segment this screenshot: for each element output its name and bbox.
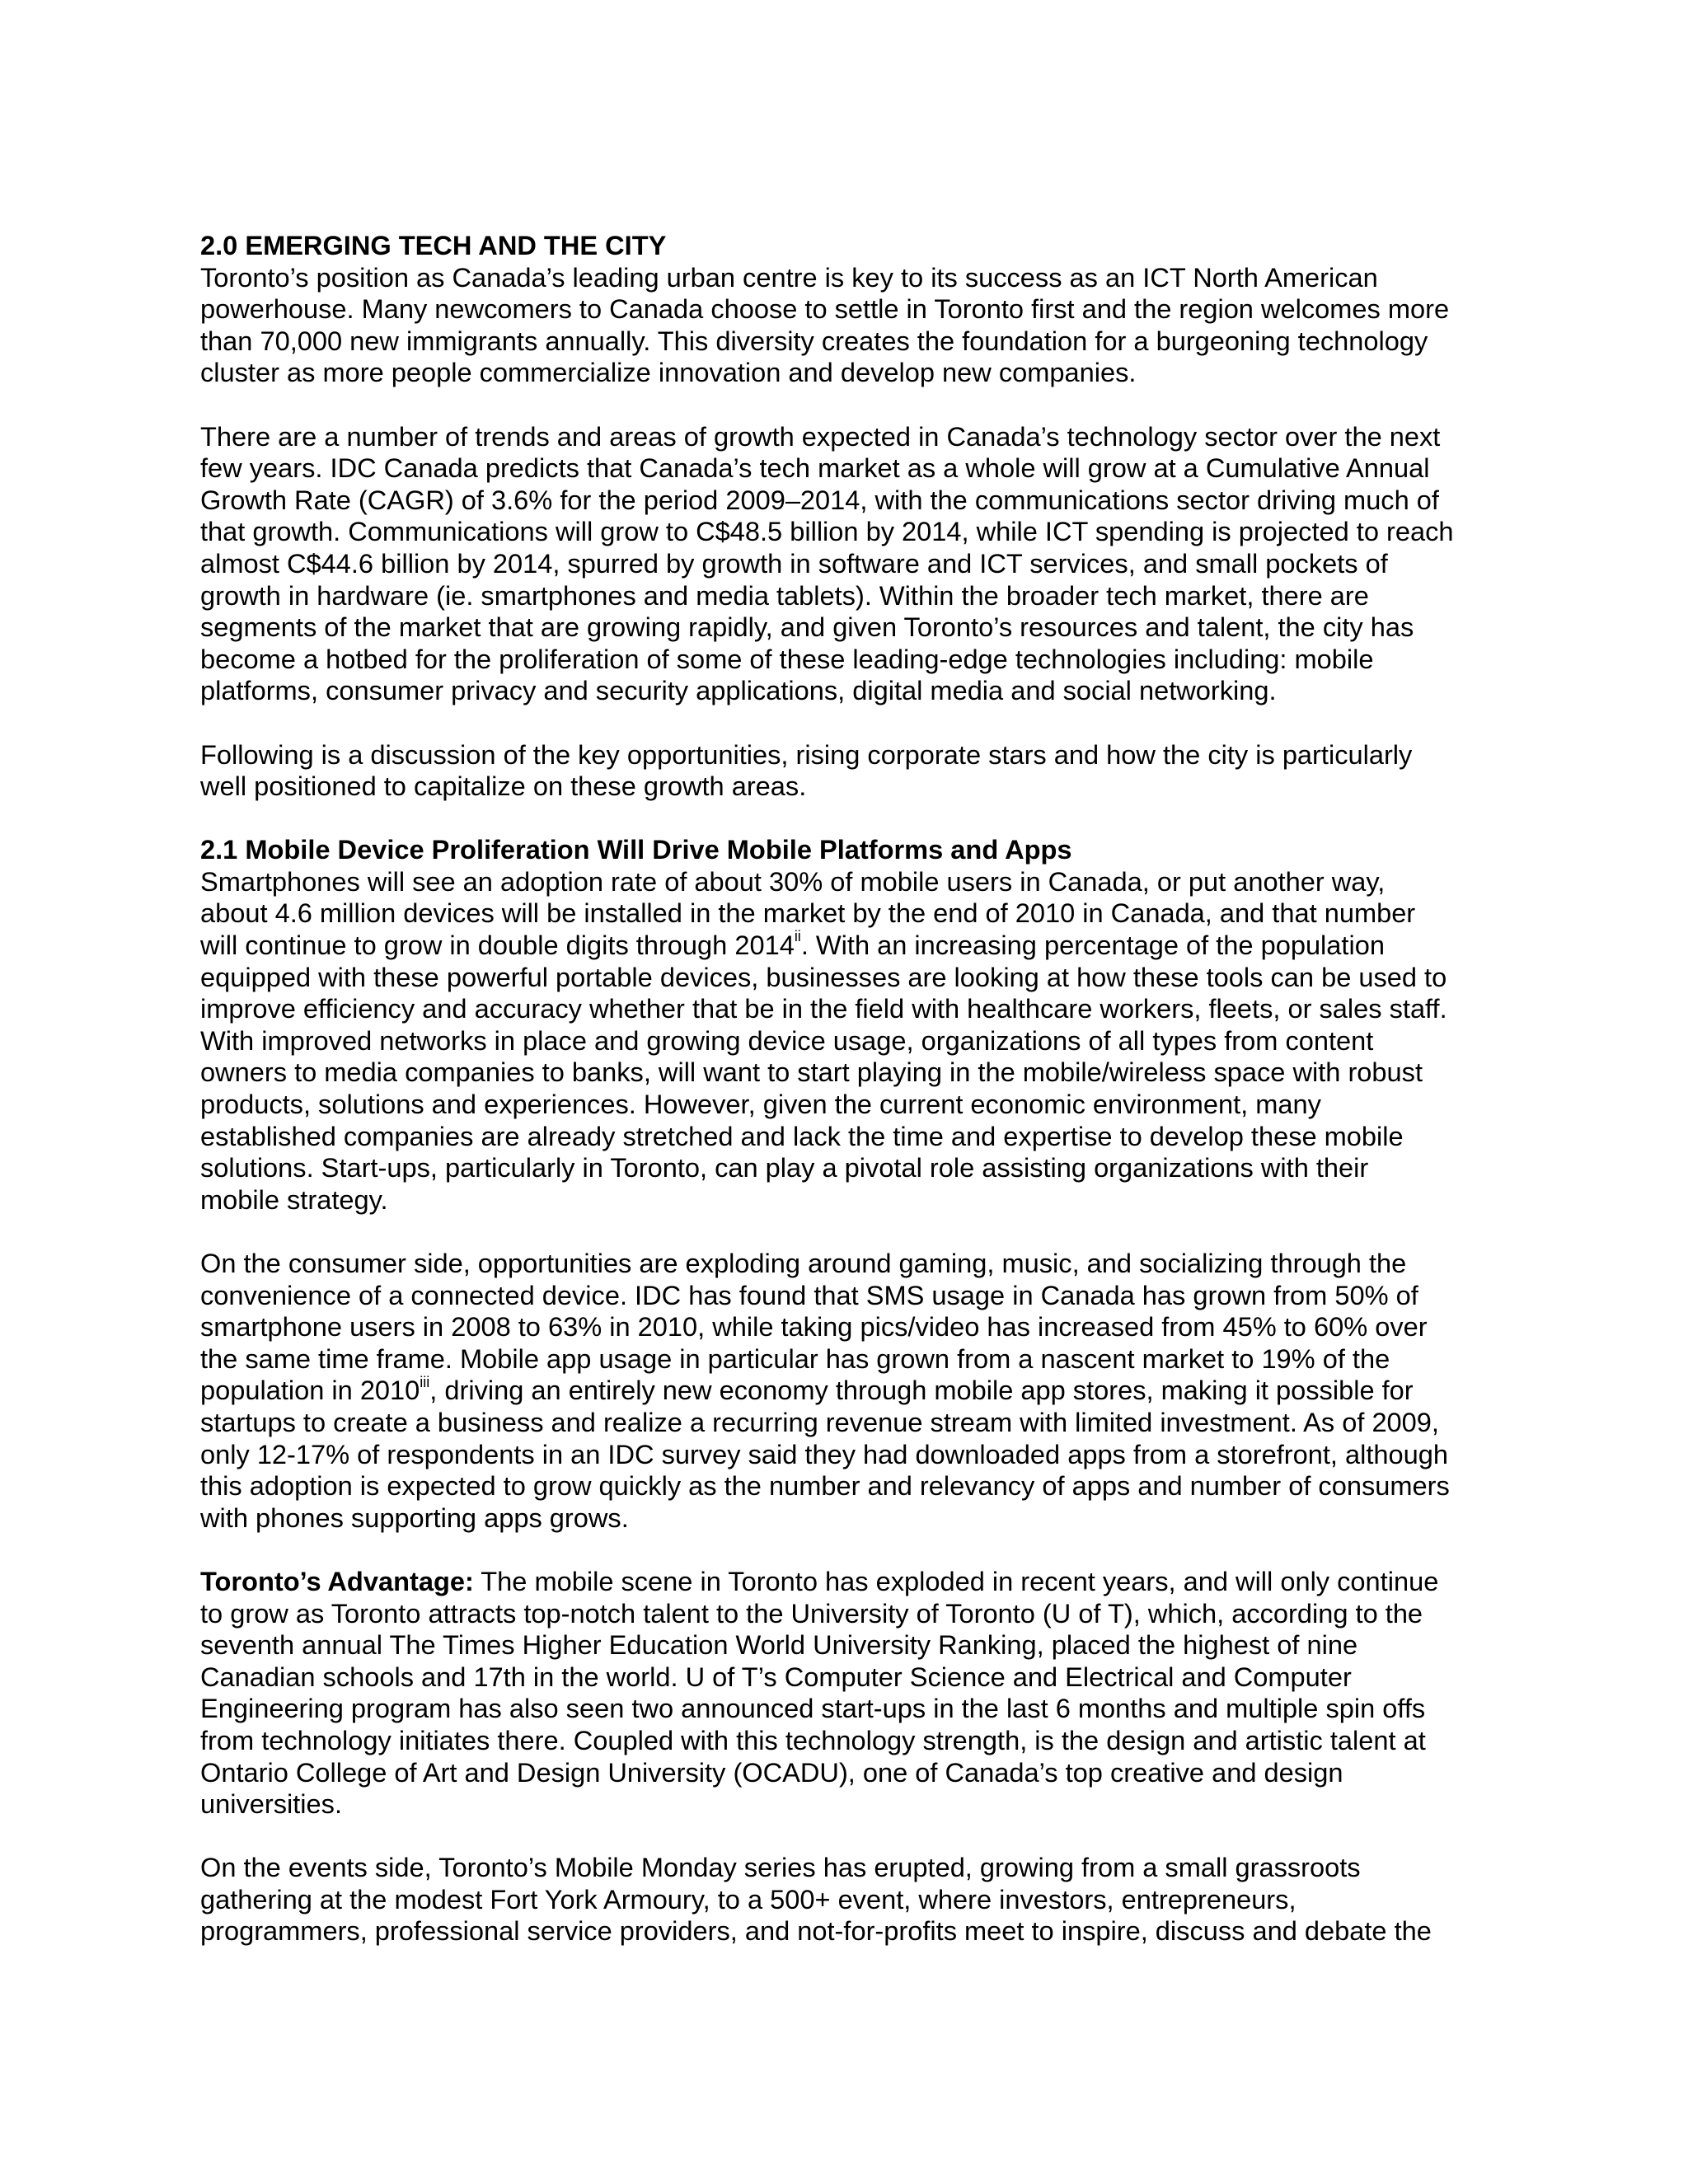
- paragraph-intro: [200, 262, 1503, 389]
- text-span: will continue to grow in double digits through 2014: [200, 930, 795, 961]
- text-line: solutions. Start-ups, particularly in Toronto, can play a pivotal role assisting organizations with their: [200, 1152, 1369, 1183]
- text-line: powerhouse. Many newcomers to Canada choose to settle in Toronto first and the region welcomes more: [200, 293, 1450, 325]
- text-line: On the consumer side, opportunities are exploding around gaming, music, and socializing through the: [200, 1248, 1407, 1278]
- text-line: to grow as Toronto attracts top-notch talent to the University of Toronto (U of T), which, according to the: [200, 1597, 1423, 1629]
- paragraph-gap: [200, 1534, 1503, 1566]
- text-line: Smartphones will see an adoption rate of about 30% of mobile users in Canada, or put another way,: [200, 865, 1386, 897]
- paragraph-gap: [200, 1216, 1503, 1248]
- footnote-ref: ii: [794, 928, 801, 945]
- text-span: The mobile scene in Toronto has exploded in recent years, and will only continue: [473, 1565, 1439, 1596]
- text-line: few years. IDC Canada predicts that Canada’s tech market as a whole will grow at a Cumulative Annual: [200, 452, 1430, 484]
- text-line: gathering at the modest Fort York Armoury, to a 500+ event, where investors, entrepreneurs,: [200, 1883, 1296, 1915]
- text-line: platforms, consumer privacy and security applications, digital media and social networking.: [200, 675, 1277, 706]
- section-heading-2-0: 2.0 EMERGING TECH AND THE CITY: [200, 230, 667, 260]
- text-line: [200, 1566, 1503, 1598]
- text-line: established companies are already stretched and lack the time and expertise to develop these mobile: [200, 1120, 1404, 1151]
- text-line: with phones supporting apps grows.: [200, 1502, 629, 1533]
- text-line: owners to media companies to banks, will want to start playing in the mobile/wireless space with robust: [200, 1057, 1423, 1088]
- text-line: There are a number of trends and areas of growth expected in Canada’s technology sector over the next: [200, 420, 1441, 452]
- text-line: almost C$44.6 billion by 2014, spurred by growth in software and ICT services, and small pockets of: [200, 547, 1388, 579]
- text-line: than 70,000 new immigrants annually. This diversity creates the foundation for a burgeoning technology: [200, 325, 1428, 356]
- section-heading-2-1: 2.1 Mobile Device Proliferation Will Drive Mobile Platforms and Apps: [200, 834, 1072, 865]
- text-span: population in 2010: [200, 1375, 420, 1406]
- text-line: [200, 930, 1503, 962]
- paragraph-smartphones: [200, 866, 1503, 1216]
- text-line: this adoption is expected to grow quickly as the number and relevancy of apps and number of consumers: [200, 1470, 1450, 1502]
- paragraph-consumer: [200, 1248, 1503, 1534]
- text-line: [200, 1375, 1503, 1407]
- text-line: On the events side, Toronto’s Mobile Monday series has erupted, growing from a small grassroots: [200, 1852, 1361, 1883]
- text-line: from technology initiates there. Coupled with this technology strength, is the design and artistic talent at: [200, 1724, 1426, 1755]
- text-line: growth in hardware (ie. smartphones and media tablets). Within the broader tech market, there are: [200, 579, 1369, 611]
- text-line: segments of the market that are growing rapidly, and given Toronto’s resources and talent, the city has: [200, 612, 1414, 643]
- paragraph-gap: [200, 1821, 1503, 1853]
- text-line: With improved networks in place and growing device usage, organizations of all types from content: [200, 1024, 1374, 1056]
- text-line: equipped with these powerful portable devices, businesses are looking at how these tools can be used to: [200, 961, 1447, 992]
- text-line: Ontario College of Art and Design University (OCADU), one of Canada’s top creative and design: [200, 1756, 1343, 1788]
- paragraph-gap: [200, 707, 1503, 739]
- text-line: cluster as more people commercialize innovation and develop new companies.: [200, 357, 1137, 388]
- text-line: Growth Rate (CAGR) of 3.6% for the period 2009–2014, with the communications sector driving much of: [200, 484, 1439, 515]
- text-span: , driving an entirely new economy through mobile app stores, making it possible for: [429, 1375, 1414, 1406]
- text-line: startups to create a business and realize a recurring revenue stream with limited investment. As of 2009,: [200, 1406, 1439, 1437]
- text-line: become a hotbed for the proliferation of some of these leading-edge technologies including: mobile: [200, 643, 1374, 674]
- paragraph-advantage: [200, 1566, 1503, 1821]
- text-line: Engineering program has also seen two announced start-ups in the last 6 months and multiple spin offs: [200, 1693, 1426, 1724]
- text-line: programmers, professional service providers, and not-for-profits meet to inspire, discuss and debate the: [200, 1915, 1432, 1947]
- text-line: mobile strategy.: [200, 1183, 388, 1215]
- footnote-ref: iii: [420, 1373, 430, 1390]
- paragraph-events: [200, 1852, 1503, 1947]
- text-line: seventh annual The Times Higher Education World University Ranking, placed the highest of nine: [200, 1629, 1358, 1661]
- text-line: products, solutions and experiences. However, given the current economic environment, many: [200, 1089, 1321, 1120]
- text-line: only 12-17% of respondents in an IDC survey said they had downloaded apps from a storefront, although: [200, 1438, 1448, 1469]
- text-line: the same time frame. Mobile app usage in particular has grown from a nascent market to 19% of the: [200, 1343, 1390, 1374]
- text-line: smartphone users in 2008 to 63% in 2010, while taking pics/video has increased from 45% to 60% over: [200, 1311, 1428, 1343]
- text-line: universities.: [200, 1788, 343, 1820]
- advantage-label: Toronto’s Advantage:: [200, 1565, 474, 1596]
- text-line: well positioned to capitalize on these growth areas.: [200, 771, 807, 802]
- paragraph-trends: [200, 421, 1503, 707]
- text-span: . With an increasing percentage of the population: [800, 930, 1385, 961]
- text-line: improve efficiency and accuracy whether that be in the field with healthcare workers, fleets, or sales staff.: [200, 993, 1447, 1024]
- document-page: [200, 230, 1503, 1947]
- paragraph-gap: [200, 389, 1503, 421]
- text-line: Toronto’s position as Canada’s leading urban centre is key to its success as an ICT North American: [200, 261, 1378, 293]
- text-line: Canadian schools and 17th in the world. U of T’s Computer Science and Electrical and Computer: [200, 1661, 1352, 1692]
- paragraph-gap: [200, 803, 1503, 835]
- text-line: that growth. Communications will grow to C$48.5 billion by 2014, while ICT spending is projected to reach: [200, 516, 1454, 547]
- text-line: Following is a discussion of the key opportunities, rising corporate stars and how the city is particularly: [200, 738, 1413, 770]
- paragraph-following: [200, 739, 1503, 803]
- text-line: about 4.6 million devices will be installed in the market by the end of 2010 in Canada, and that number: [200, 898, 1416, 929]
- text-line: convenience of a connected device. IDC has found that SMS usage in Canada has grown from 50% of: [200, 1279, 1418, 1310]
